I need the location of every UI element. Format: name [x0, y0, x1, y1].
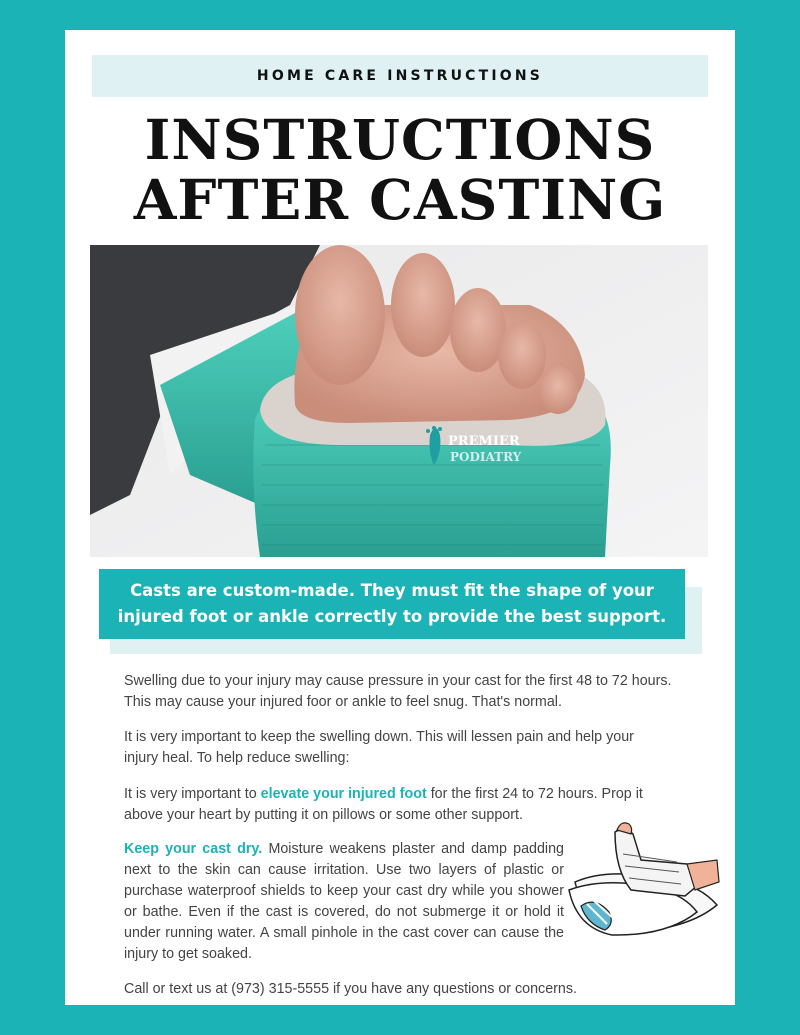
keep-dry-rest: Moisture weakens plaster and damp padding next to the skin can cause irritation. Use two layers of plastic or purchase waterproof shields to keep your cast dry while you shower or bathe. Even if the cast is covered, do not submerge it or hold it under running water. A small pinhole in the cast cover can cause the injury to get soaked.: [124, 841, 564, 962]
paragraph-reduce-swelling: It is very important to keep the swelling down. This will lessen pain and help your injury heal. To help reduce swelling:: [124, 729, 634, 766]
elevated-cast-pillow-illustration: [567, 820, 722, 940]
title-line-2: AFTER CASTING: [133, 167, 667, 232]
page-title: [65, 107, 735, 232]
casted-foot-photo: [90, 245, 708, 557]
elevate-rest: for the first 24 to 72 hours. Prop it above your heart by putting it on pillows or some other support.: [124, 786, 643, 823]
elevate-lead: It is very important to: [124, 786, 261, 802]
paragraph-swelling: Swelling due to your injury may cause pressure in your cast for the first 48 to 72 hours. This may cause your injured foor or ankle to feel snug. That's normal.: [124, 673, 672, 710]
flyer-page: [65, 30, 735, 1005]
logo-text-premier: PREMIER: [448, 434, 520, 449]
foot-cast-illustration: [90, 245, 708, 557]
elevate-highlight: elevate your injured foot: [260, 786, 427, 802]
kicker-text: HOME CARE INSTRUCTIONS: [256, 68, 544, 84]
keep-dry-highlight: Keep your cast dry.: [124, 841, 263, 857]
kicker-banner: [92, 55, 708, 97]
logo-text-podiatry: PODIATRY: [450, 450, 522, 464]
paragraph-keep-dry: [124, 839, 564, 965]
paragraph-contact: Call or text us at (973) 315-5555 if you have any questions or concerns.: [124, 981, 577, 997]
callout-line-1: Casts are custom-made. They must fit the shape of your: [130, 581, 654, 600]
key-message-callout: [99, 569, 685, 639]
callout-line-2: injured foot or ankle correctly to provide the best support.: [117, 607, 667, 626]
title-line-1: INSTRUCTIONS: [144, 107, 656, 172]
